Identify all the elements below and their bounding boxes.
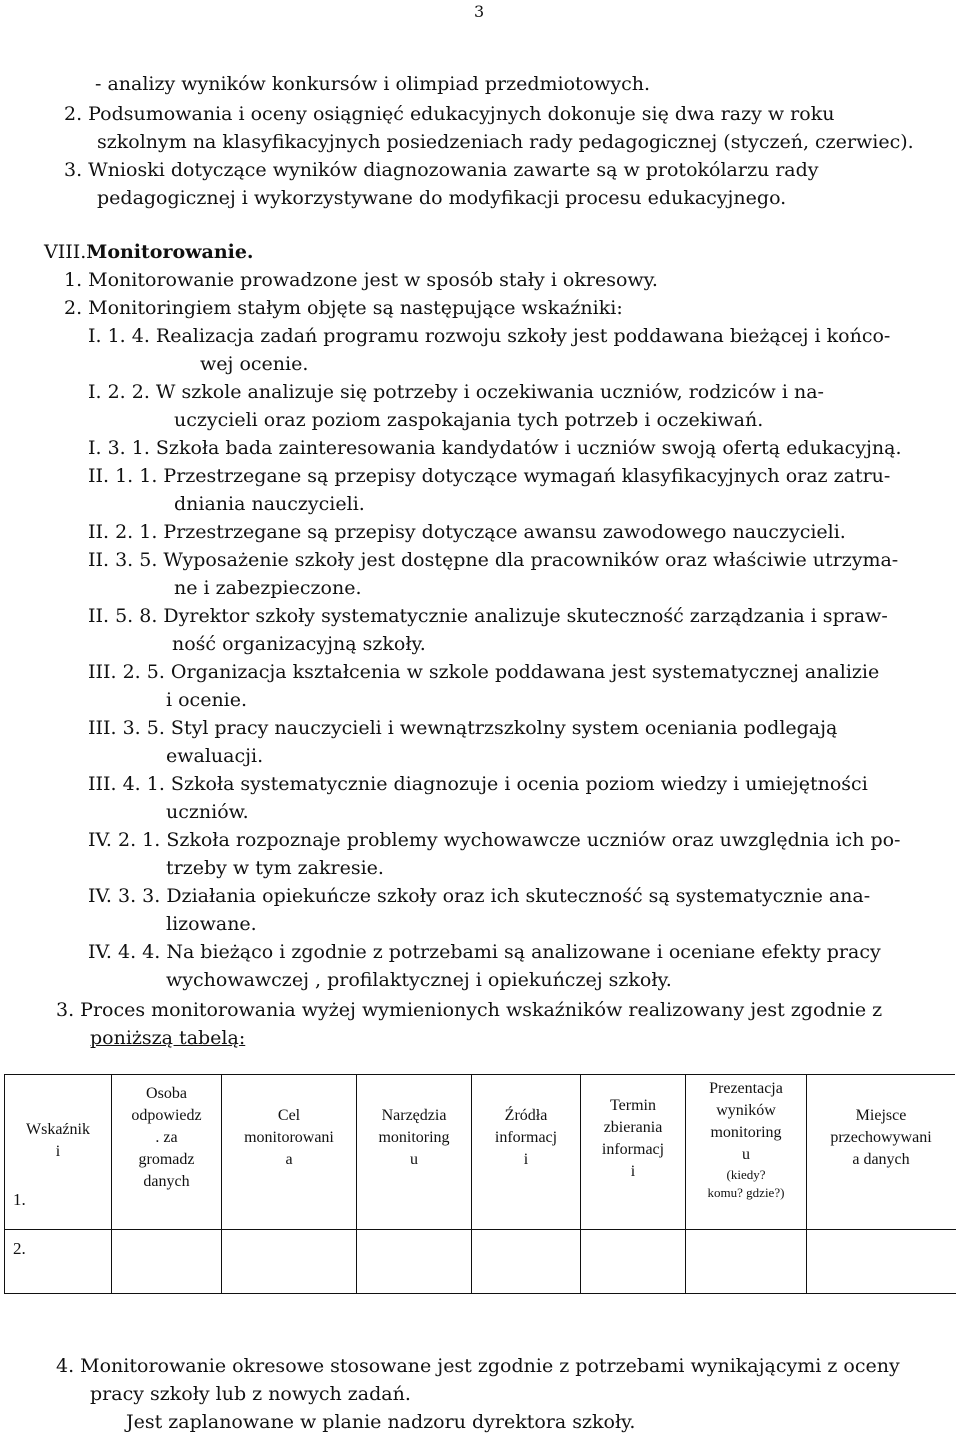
- table-header-row: [5, 1075, 956, 1230]
- list-item: szkolnym na klasyfikacyjnych posiedzeniach rady pedagogicznej (styczeń, czerwiec).: [97, 131, 914, 153]
- header-presentation: Prezentacja wyników monitoring u (kiedy? komu? gdzie?): [707, 1080, 785, 1200]
- table-header-cell: [357, 1075, 472, 1230]
- monitoring-table: [4, 1074, 956, 1294]
- table-cell: [686, 1230, 807, 1294]
- header-goal: Cel monitorowani a: [244, 1107, 334, 1168]
- table-cell: [5, 1230, 112, 1294]
- header-tools: Narzędzia monitoring u: [378, 1107, 450, 1168]
- indicator-item: wychowawczej , profilaktycznej i opiekuńczej szkoły.: [166, 969, 672, 991]
- table-header-cell: [686, 1075, 807, 1230]
- indicator-item: III. 4. 1. Szkoła systematycznie diagnozuje i ocenia poziom wiedzy i umiejętności: [88, 773, 868, 795]
- list-item: 1. Monitorowanie prowadzone jest w sposób stały i okresowy.: [64, 269, 658, 291]
- table-header-cell: [807, 1075, 956, 1230]
- header-person: Osoba odpowiedz . za gromadz danych: [131, 1085, 202, 1190]
- list-item: poniższą tabelą:: [90, 1027, 246, 1049]
- list-item: Jest zaplanowane w planie nadzoru dyrektora szkoły.: [126, 1411, 636, 1433]
- row-number: 2.: [13, 1239, 26, 1258]
- indicator-item: ność organizacyjną szkoły.: [172, 633, 426, 655]
- section-number: VIII.: [44, 241, 87, 263]
- header-sources: Źródła informacj i: [494, 1107, 558, 1168]
- indicator-item: lizowane.: [166, 913, 257, 935]
- list-item: 3. Proces monitorowania wyżej wymienionych wskaźników realizowany jest zgodnie z: [56, 999, 883, 1021]
- table-cell: [112, 1230, 222, 1294]
- table-row: [5, 1230, 956, 1294]
- indicator-item: II. 3. 5. Wyposażenie szkoły jest dostępne dla pracowników oraz właściwie utrzyma-: [88, 549, 899, 571]
- page-number: 3: [474, 2, 485, 21]
- indicator-item: IV. 2. 1. Szkoła rozpoznaje problemy wychowawcze uczniów oraz uwzględnia ich po-: [88, 829, 901, 851]
- indicator-item: trzeby w tym zakresie.: [166, 857, 384, 879]
- indicator-item: IV. 3. 3. Działania opiekuńcze szkoły oraz ich skuteczność są systematycznie ana-: [88, 885, 871, 907]
- indicator-item: dniania nauczycieli.: [174, 493, 365, 515]
- indicator-item: I. 1. 4. Realizacja zadań programu rozwoju szkoły jest poddawana bieżącej i końco-: [88, 325, 891, 347]
- indicator-item: III. 3. 5. Styl pracy nauczycieli i wewnątrzszkolny system oceniania podlegają: [88, 717, 838, 739]
- indicator-item: II. 5. 8. Dyrektor szkoły systematycznie analizuje skuteczność zarządzania i spraw-: [88, 605, 888, 627]
- table-header-cell: [472, 1075, 581, 1230]
- table-cell: [357, 1230, 472, 1294]
- list-item: - analizy wyników konkursów i olimpiad przedmiotowych.: [95, 73, 651, 95]
- table-header-cell: [112, 1075, 222, 1230]
- indicator-item: ewaluacji.: [166, 745, 264, 767]
- indicator-item: III. 2. 5. Organizacja kształcenia w szkole poddawana jest systematycznej analizie: [88, 661, 880, 683]
- indicator-item: ne i zabezpieczone.: [174, 577, 362, 599]
- list-item: 2. Podsumowania i oceny osiągnięć edukacyjnych dokonuje się dwa razy w roku: [64, 103, 835, 125]
- indicator-item: uczniów.: [166, 801, 249, 823]
- indicator-item: IV. 4. 4. Na bieżąco i zgodnie z potrzebami są analizowane i oceniane efekty pracy: [88, 941, 881, 963]
- indicator-item: wej ocenie.: [200, 353, 309, 375]
- indicator-item: I. 3. 1. Szkoła bada zainteresowania kandydatów i uczniów swoją ofertą edukacyjną.: [88, 437, 902, 459]
- section-title: Monitorowanie.: [86, 241, 254, 263]
- table-cell: [222, 1230, 357, 1294]
- row-number: 1.: [13, 1190, 26, 1209]
- indicator-item: II. 1. 1. Przestrzegane są przepisy dotyczące wymagań klasyfikacyjnych oraz zatru-: [88, 465, 891, 487]
- table-header-cell: [581, 1075, 686, 1230]
- indicator-item: i ocenie.: [166, 689, 248, 711]
- list-item: 3. Wnioski dotyczące wyników diagnozowania zawarte są w protokólarzu rady: [64, 159, 819, 181]
- header-term: Termin zbierania informacj i: [601, 1097, 665, 1180]
- indicator-item: uczycieli oraz poziom zaspokajania tych potrzeb i oczekiwań.: [174, 409, 764, 431]
- header-storage: Miejsce przechowywani a danych: [830, 1107, 932, 1168]
- section-heading: [44, 238, 254, 266]
- table-header-cell: [5, 1075, 112, 1230]
- list-item: 4. Monitorowanie okresowe stosowane jest zgodnie z potrzebami wynikającymi z oceny: [56, 1355, 900, 1377]
- indicator-item: II. 2. 1. Przestrzegane są przepisy dotyczące awansu zawodowego nauczycieli.: [88, 521, 846, 543]
- table-header-cell: [222, 1075, 357, 1230]
- list-item: 2. Monitoringiem stałym objęte są następujące wskaźniki:: [64, 297, 623, 319]
- header-indicator: Wskaźnik i: [26, 1121, 90, 1160]
- list-item: pracy szkoły lub z nowych zadań.: [90, 1383, 411, 1405]
- table-cell: [581, 1230, 686, 1294]
- table-cell: [472, 1230, 581, 1294]
- indicator-item: I. 2. 2. W szkole analizuje się potrzeby i oczekiwania uczniów, rodziców i na-: [88, 381, 824, 403]
- list-item: pedagogicznej i wykorzystywane do modyfikacji procesu edukacyjnego.: [97, 187, 787, 209]
- table-cell: [807, 1230, 956, 1294]
